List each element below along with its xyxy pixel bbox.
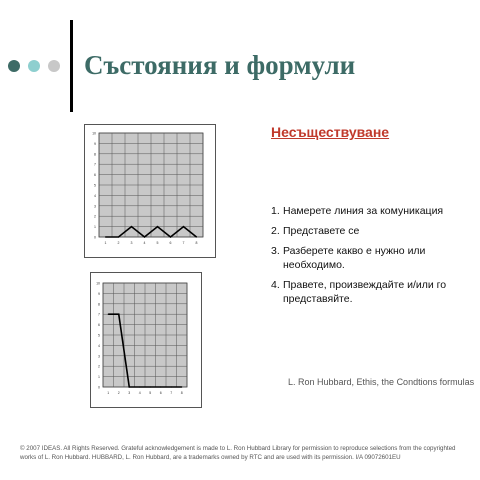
y-tick-label: 5 bbox=[98, 333, 100, 338]
chart-non-existence-drop bbox=[91, 273, 201, 407]
y-tick-label: 0 bbox=[94, 235, 96, 240]
y-tick-label: 0 bbox=[98, 385, 100, 390]
y-tick-label: 4 bbox=[98, 343, 100, 348]
y-tick-label: 6 bbox=[94, 173, 96, 178]
y-tick-label: 9 bbox=[94, 141, 96, 146]
y-tick-label: 2 bbox=[98, 364, 100, 369]
data-point bbox=[129, 386, 130, 387]
data-point bbox=[150, 386, 151, 387]
x-tick-label: 3 bbox=[130, 241, 133, 245]
x-tick-label: 7 bbox=[170, 391, 173, 395]
data-point bbox=[131, 226, 132, 227]
y-tick-label: 3 bbox=[98, 354, 100, 359]
data-point bbox=[160, 386, 161, 387]
y-tick-label: 3 bbox=[94, 204, 96, 209]
data-point bbox=[139, 386, 140, 387]
x-tick-label: 5 bbox=[156, 241, 159, 245]
formula-steps bbox=[271, 204, 471, 312]
data-point bbox=[170, 236, 171, 237]
x-tick-label: 7 bbox=[182, 241, 185, 245]
x-tick-label: 8 bbox=[180, 391, 183, 395]
y-tick-label: 7 bbox=[94, 162, 96, 167]
data-point bbox=[108, 314, 109, 315]
data-point bbox=[118, 236, 119, 237]
slide-title: Състояния и формули bbox=[84, 50, 356, 80]
y-tick-label: 1 bbox=[94, 225, 96, 230]
condition-heading: Несъществуване bbox=[271, 124, 390, 140]
x-tick-label: 5 bbox=[149, 391, 152, 395]
data-point bbox=[157, 226, 158, 227]
title-divider bbox=[70, 20, 73, 112]
x-tick-label: 2 bbox=[117, 391, 120, 395]
y-tick-label: 2 bbox=[94, 214, 96, 219]
data-point bbox=[144, 236, 145, 237]
y-tick-label: 7 bbox=[98, 312, 100, 317]
x-tick-label: 6 bbox=[169, 241, 172, 245]
y-tick-label: 5 bbox=[94, 183, 96, 188]
source-credit: L. Ron Hubbard, Ethis, the Condtions formulas bbox=[288, 377, 475, 387]
chart-1-frame bbox=[84, 124, 216, 258]
x-tick-label: 4 bbox=[138, 391, 141, 395]
decor-dot-3 bbox=[48, 60, 60, 72]
y-tick-label: 1 bbox=[98, 375, 100, 380]
x-tick-label: 6 bbox=[159, 391, 162, 395]
data-point bbox=[183, 226, 184, 227]
data-point bbox=[181, 386, 182, 387]
chart-2-frame bbox=[90, 272, 202, 408]
step-item: 3. Разберете какво е нужно или необходимо. bbox=[271, 245, 426, 271]
y-tick-label: 10 bbox=[96, 281, 100, 286]
y-tick-label: 8 bbox=[98, 302, 100, 307]
data-point bbox=[118, 314, 119, 315]
step-item: 4. Правете, произвеждайте и/или го представяйте. bbox=[271, 279, 447, 305]
data-point bbox=[171, 386, 172, 387]
decor-dot-1 bbox=[8, 60, 20, 72]
x-tick-label: 1 bbox=[107, 391, 110, 395]
y-tick-label: 8 bbox=[94, 152, 96, 157]
x-tick-label: 2 bbox=[117, 241, 120, 245]
decor-dot-2 bbox=[28, 60, 40, 72]
chart-non-existence-cycle bbox=[85, 125, 215, 257]
step-item: 2. Представете се bbox=[271, 225, 360, 237]
y-tick-label: 6 bbox=[98, 323, 100, 328]
step-item: 1. Намерете линия за комуникация bbox=[271, 205, 444, 217]
y-tick-label: 9 bbox=[98, 291, 100, 296]
y-tick-label: 10 bbox=[92, 131, 96, 136]
copyright-footer: © 2007 IDEAS. All Rights Reserved. Grateful acknowledgement is made to L. Ron Hubbard Library for permission to reproduce selections from the copyrighted works of L. Ron Hubbard. HUBBARD, L. Ron Hubbard, are a trademarks owned by RTC and are used with its permission. I/A 09072601EU bbox=[20, 445, 456, 461]
y-tick-label: 4 bbox=[94, 193, 96, 198]
data-point bbox=[105, 236, 106, 237]
x-tick-label: 1 bbox=[104, 241, 107, 245]
x-tick-label: 4 bbox=[143, 241, 146, 245]
x-tick-label: 3 bbox=[128, 391, 131, 395]
data-point bbox=[196, 236, 197, 237]
x-tick-label: 8 bbox=[195, 241, 198, 245]
